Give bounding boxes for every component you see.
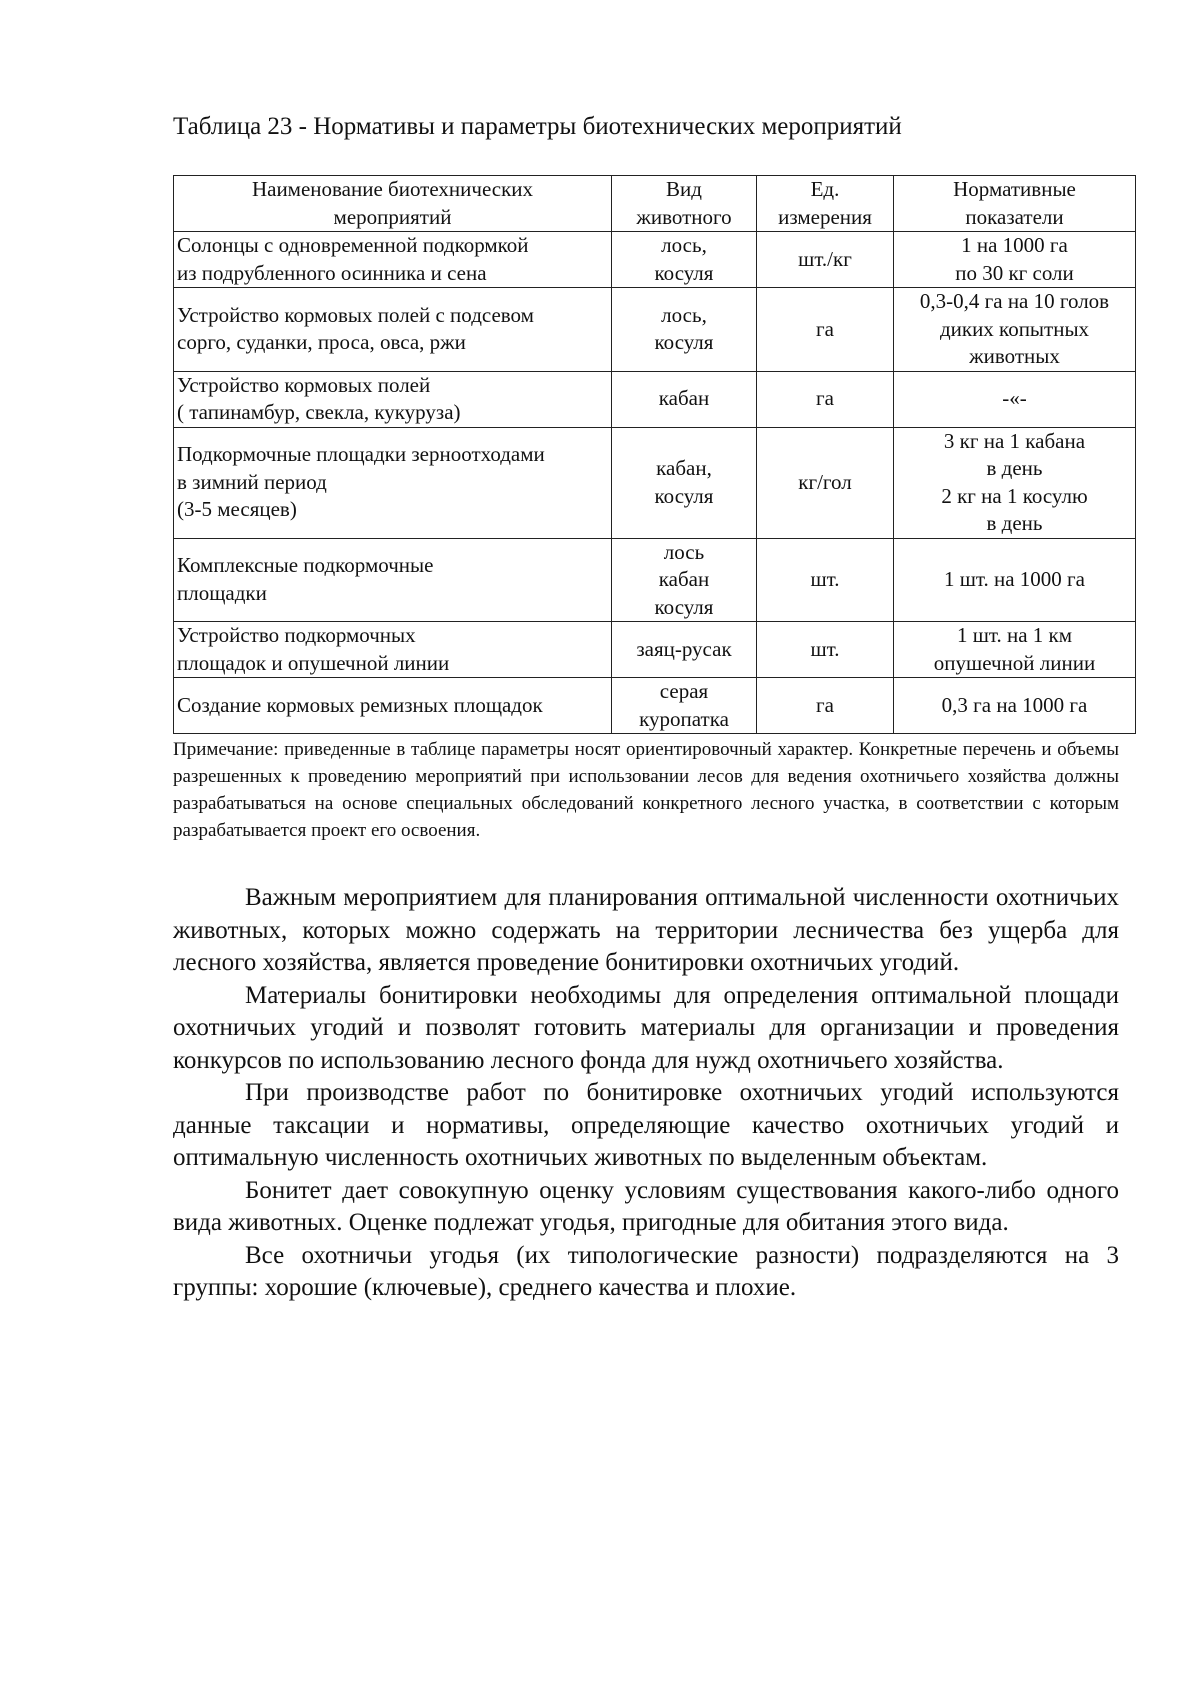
cell-unit: кг/гол <box>757 427 894 538</box>
cell-name: Устройство кормовых полей с подсевом сорго, суданки, проса, овса, ржи <box>174 288 612 372</box>
header-unit: Ед. измерения <box>757 176 894 232</box>
table-row <box>174 678 1136 734</box>
cell-norm: 1 шт. на 1000 га <box>894 538 1136 622</box>
paragraph: Материалы бонитировки необходимы для определения оптимальной площади охотничьих угодий и позволят готовить материалы для организации и проведения конкурсов по использованию лесного фонда для нужд охотничьего хозяйства. <box>173 981 1119 1074</box>
cell-norm: 0,3-0,4 га на 10 голов диких копытных животных <box>894 288 1136 372</box>
table-header-row <box>174 176 1136 232</box>
cell-unit: шт. <box>757 538 894 622</box>
table-row <box>174 427 1136 538</box>
cell-animal: заяц-русак <box>612 622 757 678</box>
cell-name: Создание кормовых ремизных площадок <box>174 678 612 734</box>
table-body <box>174 232 1136 734</box>
cell-norm: -«- <box>894 371 1136 427</box>
cell-norm: 0,3 га на 1000 га <box>894 678 1136 734</box>
cell-name: Комплексные подкормочные площадки <box>174 538 612 622</box>
table-caption: Таблица 23 - Нормативы и параметры биотехнических мероприятий <box>173 113 902 140</box>
paragraph: Все охотничьи угодья (их типологические разности) подразделяются на 3 группы: хорошие (ключевые), среднего качества и плохие. <box>173 1241 1119 1301</box>
table-row <box>174 288 1136 372</box>
table-note: Примечание: приведенные в таблице параметры носят ориентировочный характер. Конкретные перечень и объемы разрешенных к проведению мероприятий при использовании лесов для ведения охотничьего хозяйства должны разрабатываться на основе специальных обследований конкретного лесного участка, в соответствии с которым разрабатывается проект его освоения. <box>173 739 1119 841</box>
cell-norm: 1 шт. на 1 км опушечной линии <box>894 622 1136 678</box>
cell-animal: кабан <box>612 371 757 427</box>
cell-animal: серая куропатка <box>612 678 757 734</box>
header-norm: Нормативные показатели <box>894 176 1136 232</box>
cell-unit: га <box>757 371 894 427</box>
cell-name: Устройство подкормочных площадок и опушечной линии <box>174 622 612 678</box>
cell-name: Подкормочные площадки зерноотходами в зимний период (3-5 месяцев) <box>174 427 612 538</box>
norms-table <box>173 175 1136 734</box>
paragraph: Важным мероприятием для планирования оптимальной численности охотничьих животных, которых можно содержать на территории лесничества без ущерба для лесного хозяйства, является проведение бонитировки охотничьих угодий. <box>173 884 1119 976</box>
paragraph: Бонитет дает совокупную оценку условиям существования какого-либо одного вида животных. Оценке подлежат угодья, пригодные для обитания этого вида. <box>173 1176 1119 1236</box>
header-name: Наименование биотехнических мероприятий <box>174 176 612 232</box>
table-row <box>174 538 1136 622</box>
table-row <box>174 371 1136 427</box>
cell-unit: шт./кг <box>757 232 894 288</box>
cell-animal: лось, косуля <box>612 232 757 288</box>
cell-name: Устройство кормовых полей ( тапинамбур, свекла, кукуруза) <box>174 371 612 427</box>
cell-animal: лось, косуля <box>612 288 757 372</box>
cell-norm: 3 кг на 1 кабана в день 2 кг на 1 косулю в день <box>894 427 1136 538</box>
header-animal: Вид животного <box>612 176 757 232</box>
cell-animal: кабан, косуля <box>612 427 757 538</box>
cell-animal: лось кабан косуля <box>612 538 757 622</box>
body-text <box>173 882 1119 1305</box>
paragraph: При производстве работ по бонитировке охотничьих угодий используются данные таксации и нормативы, определяющие качество охотничьих угодий и оптимальную численность охотничьих животных по выделенным объектам. <box>173 1079 1119 1171</box>
cell-norm: 1 на 1000 га по 30 кг соли <box>894 232 1136 288</box>
cell-unit: га <box>757 288 894 372</box>
document-page <box>173 112 1119 1305</box>
cell-unit: га <box>757 678 894 734</box>
cell-unit: шт. <box>757 622 894 678</box>
table-row <box>174 232 1136 288</box>
cell-name: Солонцы с одновременной подкормкой из подрубленного осинника и сена <box>174 232 612 288</box>
table-row <box>174 622 1136 678</box>
